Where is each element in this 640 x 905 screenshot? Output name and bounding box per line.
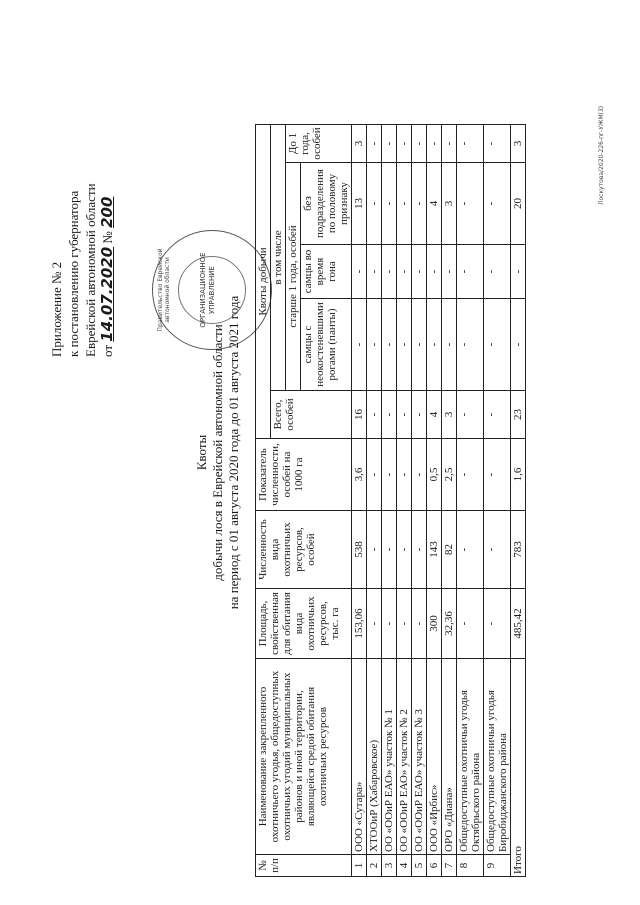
row-num: 3	[382, 855, 397, 877]
row-area: -	[397, 589, 412, 659]
row-area: 153,06	[352, 589, 367, 659]
row-antlers: -	[412, 299, 427, 391]
appendix-number: Приложение № 2	[49, 261, 64, 357]
number-prefix: №	[100, 231, 115, 244]
row-name: ОО «ООиР ЕАО» участок № 1	[382, 659, 397, 855]
header-num: № п/п	[256, 855, 352, 877]
table-row	[484, 125, 511, 877]
row-count: 538	[352, 511, 367, 589]
row-nosex: -	[457, 163, 484, 245]
row-name: ООО «Ирбис»	[427, 659, 442, 855]
row-density: -	[457, 439, 484, 511]
row-antlers: -	[382, 299, 397, 391]
row-name: Общедоступные охотничьи угодья Октябрьского района	[457, 659, 484, 855]
row-rut: -	[367, 245, 382, 299]
row-young: 3	[352, 125, 367, 163]
row-young: -	[442, 125, 457, 163]
quota-table	[255, 124, 526, 877]
row-rut: -	[442, 245, 457, 299]
row-antlers: -	[352, 299, 367, 391]
row-density: 2,5	[442, 439, 457, 511]
total-count: 783	[511, 511, 526, 589]
appendix-decree: к постановлению губернатора	[66, 190, 81, 357]
table-total-row	[511, 125, 526, 877]
header-incl: в том числе	[271, 125, 286, 391]
document-title	[194, 0, 242, 905]
row-count: -	[397, 511, 412, 589]
footer-code: Лоскутова/2020-226-пг-УЖМ(3)	[598, 105, 605, 205]
row-antlers: -	[427, 299, 442, 391]
total-rut: -	[511, 245, 526, 299]
appendix-header	[48, 27, 116, 357]
row-total: -	[367, 391, 382, 439]
total-label: Итого	[511, 659, 526, 877]
row-nosex: -	[397, 163, 412, 245]
row-area: -	[382, 589, 397, 659]
row-nosex: 3	[442, 163, 457, 245]
row-antlers: -	[397, 299, 412, 391]
row-nosex: -	[367, 163, 382, 245]
row-name: ОРО «Диана»	[442, 659, 457, 855]
row-antlers: -	[367, 299, 382, 391]
row-total: -	[412, 391, 427, 439]
row-rut: -	[382, 245, 397, 299]
seal-ring-text: Правительство Еврейской автономной области	[157, 248, 171, 332]
table-row	[427, 125, 442, 877]
row-young: -	[382, 125, 397, 163]
row-count: -	[367, 511, 382, 589]
header-males-antlers: самцы с неокостеневшими рогами (панты)	[301, 299, 352, 391]
row-young: -	[367, 125, 382, 163]
row-count: -	[484, 511, 511, 589]
row-antlers: -	[484, 299, 511, 391]
header-older: старше 1 года, особей	[286, 163, 301, 391]
total-nosex: 20	[511, 163, 526, 245]
total-density: 1,6	[511, 439, 526, 511]
title-line-1: Квоты	[194, 434, 209, 471]
row-num: 4	[397, 855, 412, 877]
row-antlers: -	[457, 299, 484, 391]
row-num: 8	[457, 855, 484, 877]
row-density: -	[412, 439, 427, 511]
row-density: -	[367, 439, 382, 511]
table-row	[457, 125, 484, 877]
row-nosex: -	[412, 163, 427, 245]
row-num: 1	[352, 855, 367, 877]
row-rut: -	[457, 245, 484, 299]
row-count: 82	[442, 511, 457, 589]
row-name: ОО «ООиР ЕАО» участок № 3	[412, 659, 427, 855]
row-rut: -	[427, 245, 442, 299]
row-density: -	[382, 439, 397, 511]
row-total: -	[397, 391, 412, 439]
row-young: -	[412, 125, 427, 163]
table-row	[352, 125, 367, 877]
row-density: -	[484, 439, 511, 511]
row-young: -	[397, 125, 412, 163]
row-num: 7	[442, 855, 457, 877]
header-quota: Квоты добычи	[256, 125, 271, 439]
row-count: -	[412, 511, 427, 589]
row-total: -	[484, 391, 511, 439]
header-name: Наименование закрепленного охотничьего угодья, общедоступных охотничьих угодий муниципальных районов и иной территории, являющейся средой обитания охотничьих ресурсов	[256, 659, 352, 855]
row-nosex: 4	[427, 163, 442, 245]
row-young: -	[457, 125, 484, 163]
row-area: -	[484, 589, 511, 659]
header-area: Площадь, свойственная для обитания вида охотничьих ресурсов, тыс. га	[256, 589, 352, 659]
total-area: 485,42	[511, 589, 526, 659]
table-row	[397, 125, 412, 877]
total-antlers: -	[511, 299, 526, 391]
decree-date: 14.07.2020	[98, 246, 116, 342]
row-name: Общедоступные охотничьи угодья Биробиджанского района	[484, 659, 511, 855]
total-total: 23	[511, 391, 526, 439]
header-total: Всего, особей	[271, 391, 352, 439]
table-row	[382, 125, 397, 877]
row-rut: -	[484, 245, 511, 299]
row-young: -	[484, 125, 511, 163]
row-rut: -	[352, 245, 367, 299]
row-density: 3,6	[352, 439, 367, 511]
row-antlers: -	[442, 299, 457, 391]
header-no-sex: без подразделения по половому признаку	[301, 163, 352, 245]
row-name: ХТООиР (Хабаровское)	[367, 659, 382, 855]
row-count: -	[457, 511, 484, 589]
row-total: -	[457, 391, 484, 439]
row-num: 9	[484, 855, 511, 877]
title-line-3: на период с 01 августа 2020 года до 01 августа 2021 года	[226, 295, 241, 610]
row-nosex: -	[382, 163, 397, 245]
row-rut: -	[412, 245, 427, 299]
table-row	[442, 125, 457, 877]
row-num: 2	[367, 855, 382, 877]
row-area: 300	[427, 589, 442, 659]
row-area: -	[457, 589, 484, 659]
row-num: 5	[412, 855, 427, 877]
table-row	[412, 125, 427, 877]
seal-line-2: УПРАВЛЕНИЕ	[208, 266, 216, 314]
header-count: Численность вида охотничьих ресурсов, особей	[256, 511, 352, 589]
total-young: 3	[511, 125, 526, 163]
row-nosex: 13	[352, 163, 367, 245]
row-rut: -	[397, 245, 412, 299]
row-nosex: -	[484, 163, 511, 245]
seal-line-1: ОРГАНИЗАЦИОННОЕ	[199, 252, 207, 328]
row-area: -	[412, 589, 427, 659]
appendix-date-line	[99, 27, 116, 357]
row-young: -	[427, 125, 442, 163]
header-males-rut: самцы во время гона	[301, 245, 352, 299]
row-density: -	[397, 439, 412, 511]
row-total: -	[382, 391, 397, 439]
appendix-region: Еврейской автономной области	[83, 183, 98, 357]
header-density: Показатель численности, особей на 1000 га	[256, 439, 352, 511]
title-line-2: добычи лося в Еврейской автономной области	[210, 324, 225, 581]
decree-number: 200	[98, 196, 116, 228]
row-count: -	[382, 511, 397, 589]
row-name: ОО «ООиР ЕАО» участок № 2	[397, 659, 412, 855]
row-num: 6	[427, 855, 442, 877]
row-name: ООО «Сутара»	[352, 659, 367, 855]
row-area: -	[367, 589, 382, 659]
row-density: 0,5	[427, 439, 442, 511]
date-prefix: от	[100, 344, 115, 357]
header-under: До 1 года, особей	[286, 125, 352, 163]
row-total: 4	[427, 391, 442, 439]
row-total: 3	[442, 391, 457, 439]
row-area: 32,36	[442, 589, 457, 659]
row-count: 143	[427, 511, 442, 589]
table-row	[367, 125, 382, 877]
row-total: 16	[352, 391, 367, 439]
